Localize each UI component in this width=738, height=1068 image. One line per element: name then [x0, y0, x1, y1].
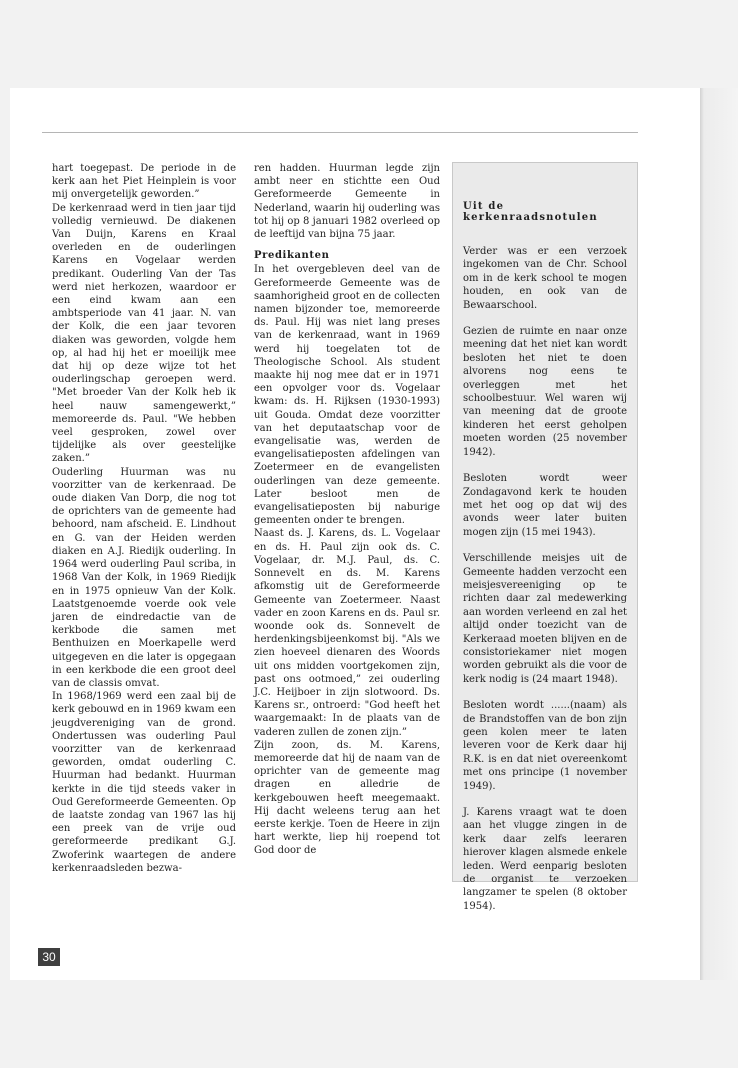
sidebar-paragraph: Besloten wordt ......(naam) als de Brandstoffen van de bon zijn geen kolen meer te laten leveren voor de Kerk daar hij R.K. is en dat niet overeenkomt met ons principe (1 november 1949). [463, 700, 627, 792]
body-paragraph: In het overgebleven deel van de Gereformeerde Gemeente was de saamhorigheid groot en de collecten namen bijzonder toe, memoreerde ds. Paul. Hij was niet lang preses van de kerkenraad, want in 1969 werd hij toegelaten tot de Theologische School. Als student maakte hij nog mee dat er in 1971 een opvolger voor ds. Vogelaar kwam: ds. H. Rijksen (1930-1993) uit Gouda. Omdat deze voorzitter van het deputaatschap voor de evangelisatie was, werden de evangelisatieposten afdelingen van Zoetermeer en de evangelisten ouderlingen van deze gemeente. Later besloot men de evangelisatieposten bij naburige gemeenten onder te brengen. [254, 264, 440, 527]
body-paragraph: In 1968/1969 werd een zaal bij de kerk gebouwd en in 1969 kwam een jeugdvereniging van de grond. Ondertussen was ouderling Paul voorzitter van de kerkenraad geworden, omdat ouderling C. Huurman had bedankt. Huurman kerkte in die tijd steeds vaker in Oud Gereformeerde Gemeenten. Op de laatste zondag van 1967 las hij een preek van de vrije oud gereformeerde predikant G.J. Zwoferink waartegen de andere kerkenraadsleden bezwa- [52, 691, 236, 874]
body-paragraph: ren hadden. Huurman legde zijn ambt neer en stichtte een Oud Gereformeerde Gemeente in Nederland, waarin hij ouderling was tot hij op 8 januari 1982 overleed op de leeftijd van bijna 75 jaar. [254, 163, 440, 241]
body-paragraph: hart toegepast. De periode in de kerk aan het Piet Heinplein is voor mij onvergetelijk geworden.” [52, 163, 236, 201]
page-number: 30 [38, 948, 60, 966]
body-paragraph: Ouderling Huurman was nu voorzitter van de kerkenraad. De oude diaken Van Dorp, die nog tot de oprichters van de gemeente had behoord, nam afscheid. E. Lindhout en G. van der Heiden werden diaken en A.J. Riedijk ouderling. In 1964 werd ouderling Paul scriba, in 1968 Van der Kolk, in 1969 Riedijk en in 1975 opnieuw Van der Kolk. Laatstgenoemde voerde ook vele jaren de eindredactie van de kerkbode die samen met Benthuizen en Moerkapelle werd uitgegeven en die later is opgegaan in een kerkbode die een groot deel van de classis omvat. [52, 466, 236, 689]
body-paragraph: De kerkenraad werd in tien jaar tijd volledig vernieuwd. De diakenen Van Duijn, Karens en Kraal overleden en de ouderlingen Karens en Vogelaar werden predikant. Ouderling Van der Tas werd niet herkozen, waardoor er een eind kwam aan een ambtsperiode van 41 jaar. N. van der Kolk, die een jaar tevoren diaken was geworden, volgde hem op, al had hij het er moeilijk mee dat hij op deze wijze tot het ouderlingschap geroepen werd. "Met broeder Van der Kolk heb ik heel nauw samengewerkt,” memoreerde ds. Paul. "We hebben veel gesproken, zowel over tijdelijke als over geestelijke zaken.” [52, 202, 236, 465]
next-page-edge [700, 88, 738, 980]
section-heading: Predikanten [254, 250, 330, 262]
sidebar-paragraph: J. Karens vraagt wat te doen aan het vlugge zingen in de kerk daar zelfs leeraren hierover klagen alsmede enkele leden. Werd eenparig besloten de organist te verzoeken langzamer te spelen (8 oktober 1954). [463, 807, 627, 912]
sidebar-box [452, 162, 638, 912]
sidebar-paragraph: Besloten wordt weer Zondagavond kerk te houden met het oog op dat wij des avonds weer later buiten mogen zijn (15 mei 1943). [463, 473, 627, 538]
body-paragraph: Naast ds. J. Karens, ds. L. Vogelaar en ds. H. Paul zijn ook ds. C. Vogelaar, dr. M.J. Paul, ds. C. Sonnevelt en ds. M. Karens afkomstig uit de Gereformeerde Gemeente van Zoetermeer. Naast vader en zoon Karens en ds. Paul sr. woonde ook ds. Sonnevelt de herdenkingsbijeenkomst bij. "Als we zien hoeveel dienaren des Woords uit ons midden voortgekomen zijn, past ons ootmoed,” zei ouderling J.C. Heijboer in zijn slotwoord. Ds. Karens sr., ontroerd: "God heeft het waargemaakt: In de plaats van de vaderen zullen de zonen zijn.” [254, 528, 440, 738]
left-text-column [52, 162, 236, 875]
sidebar-title: Uit de kerkenraadsnotulen [463, 201, 598, 223]
body-paragraph: Zijn zoon, ds. M. Karens, memoreerde dat hij de naam van de oprichter van de gemeente mag dragen en alledrie de kerkgebouwen heeft meegemaakt. Hij dacht weleens terug aan het eerste kerkje. Toen de Heere in zijn hart werkte, liep hij roepend tot God door de [254, 739, 440, 857]
sidebar-paragraph: Verschillende meisjes uit de Gemeente hadden verzocht een meisjesvereeniging op te richten daar zal medewerking aan worden verleend en zal het altijd onder toezicht van de Kerkeraad moeten blijven en de consistoriekamer niet mogen worden gebruikt als die voor de kerk nodig is (24 maart 1948). [463, 553, 627, 685]
middle-text-column [254, 162, 440, 858]
sidebar-paragraph: Gezien de ruimte en naar onze meening dat het niet kan wordt besloten het niet te doen alvorens nog eens te overleggen met het schoolbestuur. Wel waren wij van meening dat de groote kinderen het eerst geholpen moeten worden (25 november 1942). [463, 326, 627, 458]
header-rule [42, 132, 638, 133]
sidebar-paragraph: Verder was er een verzoek ingekomen van de Chr. School om in de kerk school te mogen houden, en ook van de Bewaarschool. [463, 246, 627, 311]
